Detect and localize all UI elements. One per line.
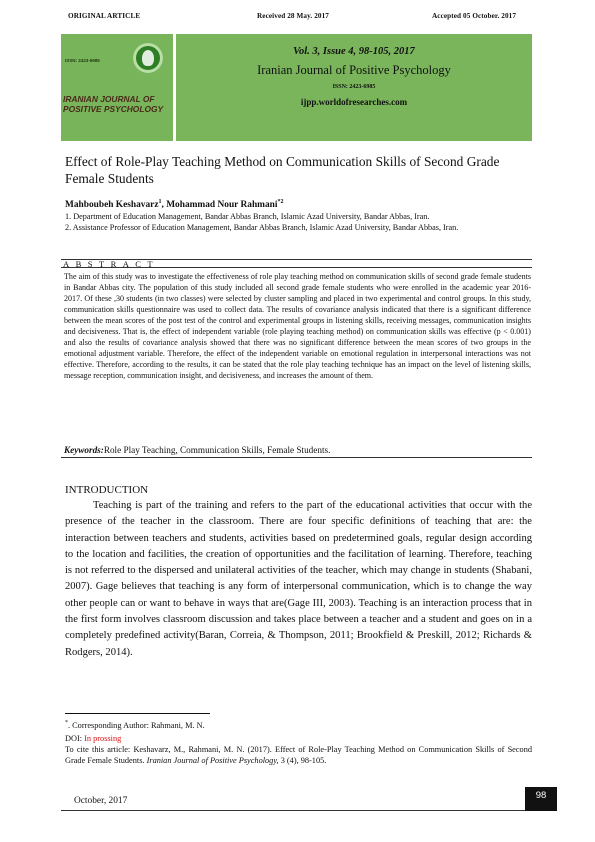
corresponding-author: . Corresponding Author: Rahmani, M. N. — [68, 720, 205, 730]
abstract-text: The aim of this study was to investigate the effectiveness of role play teaching method on communication skills of second grade female students in Bandar Abbas city. The population of this study included all second grade female students who were enrolled in the academic year 2016-2017. Of these ,30 students (in two classes) were selected by cluster sampling and placed in two experimental and control groups. In this study, communication skills questionnaire was used to collect data. The results of covariance analysis indicated that there is a significant difference between the mean scores of the post test of the control and experimental groups in listening skills, receiving messages, communication insights and decisiveness. That is, the effect of independent variable (role playing teaching method) on communication skills was effective (p < 0.001) and also the results of covariance analysis showed that there was no significant difference between the mean scores of two groups in the emotional adjustment variable. Therefore, the effect of the independent variable on emotional regulation in interpersonal interactions was not effective. Therefore, according to the results, it can be stated that the role play teaching technique has an impact on the level of listening skills, message reception, communication insight, and decisiveness, and increases the amount of them. — [64, 272, 531, 380]
brand-line-2: POSITIVE PSYCHOLOGY — [63, 104, 164, 114]
citation-volume: 3 (4), 98-105. — [278, 755, 327, 765]
author-separator: , — [161, 200, 167, 211]
footer-date: October, 2017 — [74, 796, 128, 806]
doi-value: In prossing — [84, 734, 122, 743]
affiliation-1: 1. Department of Education Management, Bandar Abbas Branch, Islamic Azad University, Bandar Abbas, Iran. — [65, 212, 430, 221]
footer-rule — [61, 810, 525, 811]
journal-brand-panel — [61, 34, 173, 141]
accepted-date: Accepted 05 October. 2017 — [432, 12, 517, 20]
page-number: 98 — [525, 787, 557, 811]
journal-issn: ISSN: 2423-6985 — [332, 84, 376, 90]
introduction-paragraph — [65, 498, 532, 661]
citation-text: To cite this article: Keshavarz, M., Rahmani, M. N. (2017). Effect of Role-Play Teaching Method on Communication Skills of Second Grade Female Students. — [65, 745, 532, 765]
article-title: Effect of Role-Play Teaching Method on Communication Skills of Second Grade Female Students — [65, 154, 500, 186]
introduction-heading: INTRODUCTION — [65, 484, 149, 496]
author-2-affil: *2 — [277, 199, 284, 205]
received-date: Received 28 May. 2017 — [257, 12, 329, 20]
author-1-affil: 1 — [158, 199, 162, 205]
corresponding-mark: * — [65, 720, 68, 726]
journal-banner — [61, 34, 532, 141]
corresponding-author-note — [65, 718, 532, 731]
logo-issn: ISSN: 2423-6985 — [65, 58, 100, 63]
affiliation-2: 2. Assistance Professor of Education Management, Bandar Abbas Branch, Islamic Azad University, Bandar Abbas, Iran. — [65, 223, 459, 232]
introduction-text: Teaching is part of the training and refers to the part of the educational activities that occur with the presence of the teacher in the classroom. There are four specific definitions of teaching that are: the interaction between teachers and students, activities based on predetermined goals, regular design according to the location and facilities, the creation of opportunities and the facilitation of learning. Therefore, teaching is not referred to the dispersed and unilateral activities of the teacher, which may change in students (Shabani, 2007). Gage believes that teaching is any form of interpersonal communication, which is to change the way other people can or want to behave in ways that are(Gage III, 2003). Teaching is an interaction process that in the first form involves classroom discussion and takes place between a teacher and a student and goes on in a completely predefined activity(Baran, Correia, & Thompson, 2011; Brookfield & Preskill, 2012; Richards & Rodgers, 2014). — [65, 500, 532, 658]
citation-note — [65, 745, 532, 766]
keywords-list: Role Play Teaching, Communication Skills, Female Students. — [103, 445, 331, 455]
keywords-label: Keywords: — [64, 445, 104, 455]
journal-name: Iranian Journal of Positive Psychology — [257, 63, 451, 77]
citation-journal: Iranian Journal of Positive Psychology, — [146, 755, 279, 765]
author-list — [65, 199, 283, 210]
author-2: Mohammad Nour Rahmani — [166, 200, 278, 211]
volume-info: Vol. 3, Issue 4, 98-105, 2017 — [293, 46, 415, 57]
keywords-line — [64, 445, 330, 455]
doi-line — [65, 734, 532, 745]
footnote-rule — [65, 713, 210, 714]
doi-label: DOI: — [65, 734, 85, 743]
journal-website-link[interactable]: ijpp.worldofresearches.com — [300, 97, 408, 107]
logo-figure-icon — [142, 50, 154, 66]
journal-logo-icon — [133, 43, 163, 73]
brand-line-1: IRANIAN JOURNAL OF — [63, 94, 155, 104]
abstract-heading: ABSTRACT — [61, 259, 532, 268]
journal-info — [176, 34, 532, 141]
author-1: Mahboubeh Keshavarz — [65, 200, 159, 211]
article-type: ORIGINAL ARTICLE — [68, 12, 141, 20]
journal-brand — [63, 94, 173, 114]
